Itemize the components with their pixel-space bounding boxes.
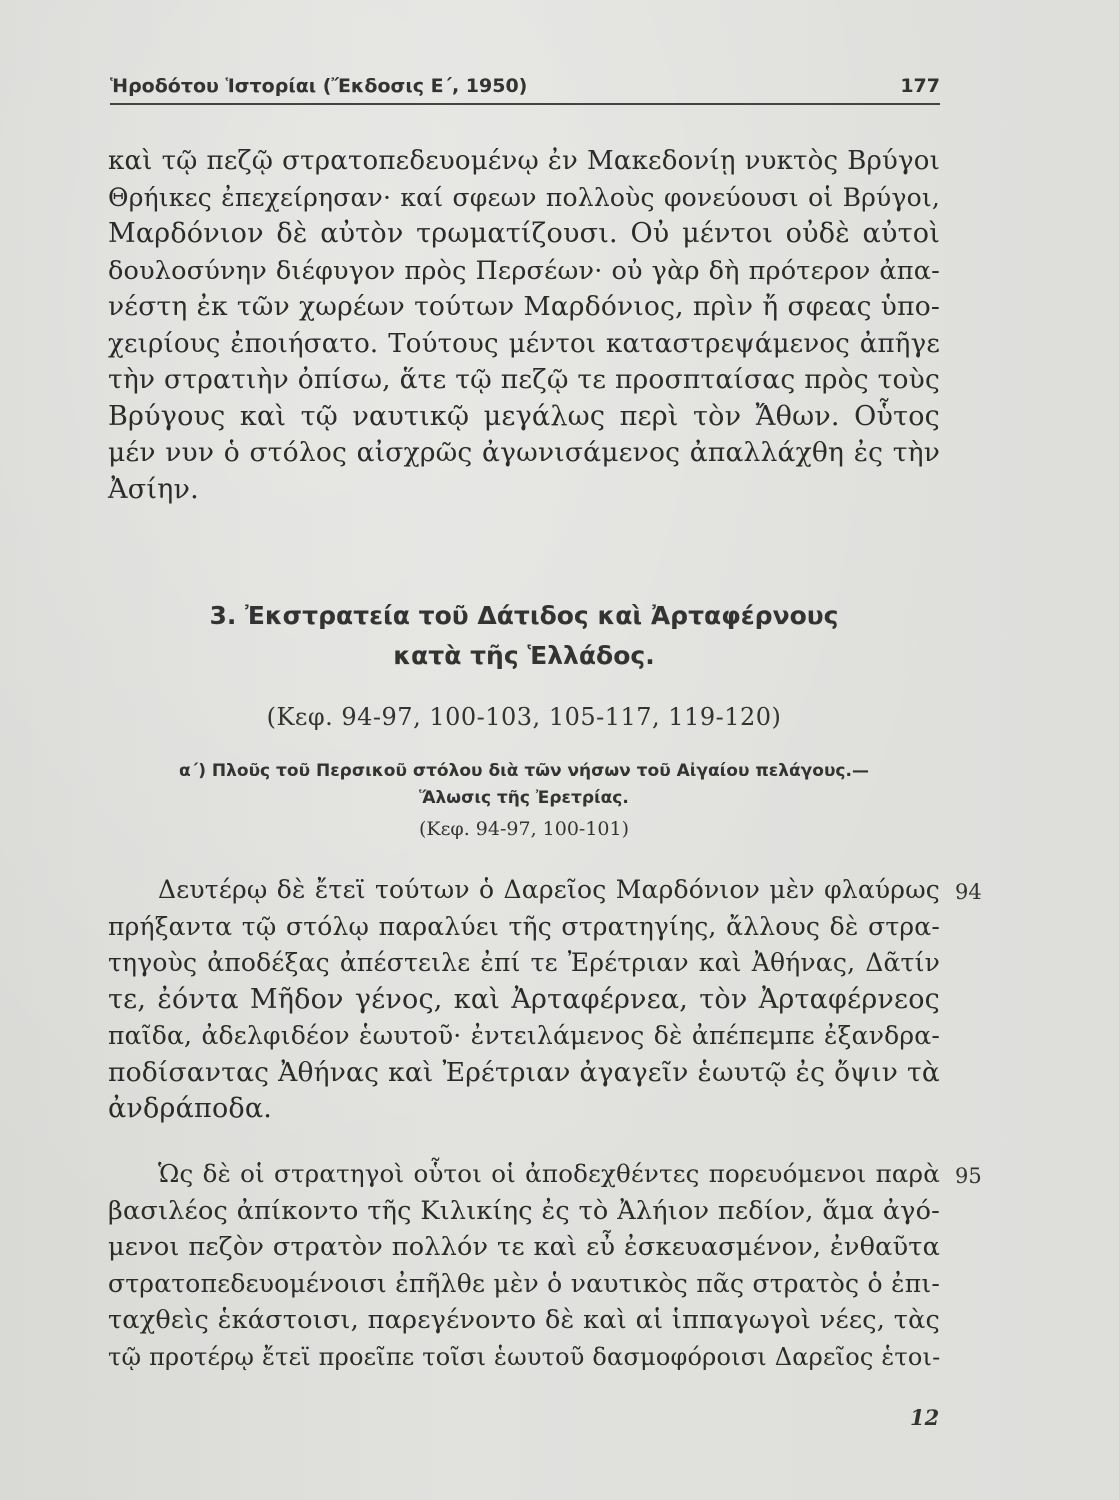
signature-mark: 12 <box>910 1405 940 1430</box>
section-chapter-range: (Κεφ. 94-97, 100-103, 105-117, 119-120) <box>266 703 782 731</box>
running-header <box>110 75 940 105</box>
text-line: παῖδα, ἀδελφιδέον ἑωυτοῦ· ἐντειλάμενος δὲ ἀπέπεμπε ἐξανδρα- <box>108 1021 940 1050</box>
paragraph-1 <box>108 143 940 508</box>
text-line: τηγοὺς ἀποδέξας ἀπέστειλε ἐπί τε Ἐρέτριαν καὶ Ἀθήνας, Δᾶτίν <box>108 948 940 977</box>
subsection-title-line-2: Ἅλωσις τῆς Ἐρετρίας. <box>419 788 629 808</box>
text-line: μενοι πεζὸν στρατὸν πολλόν τε καὶ εὖ ἐσκευασμένον, ἐνθαῦτα <box>108 1232 940 1262</box>
section-title <box>108 596 940 676</box>
text-line: μέν νυν ὁ στόλος αἰσχρῶς ἀγωνισάμενος ἀπαλλάχθη ἐς τὴν <box>108 437 940 468</box>
text-line: ταχθεὶς ἑκάστοισι, παρεγένοντο δὲ καὶ αἱ ἱππαγωγοὶ νέες, τὰς <box>108 1305 940 1335</box>
text-line: νέστη ἐκ τῶν χωρέων τούτων Μαρδόνιος, πρὶν ἤ σφεας ὑπο- <box>108 291 940 322</box>
text-line: ποδίσαντας Ἀθήνας καὶ Ἐρέτριαν ἀγαγεῖν ἑωυτῷ ἐς ὄψιν τὰ <box>108 1056 940 1088</box>
page-number: 177 <box>900 75 940 97</box>
text-line: τε, ἐόντα Μῆδον γένος, καὶ Ἀρταφέρνεα, τὸν Ἀρταφέρνεος <box>108 983 940 1015</box>
text-line: βασιλέος ἀπίκοντο τῆς Κιλικίης ἐς τὸ Ἀλήιον πεδίον, ἅμα ἀγό- <box>108 1195 940 1226</box>
text-line: χειρίους ἐποιήσατο. Τούτους μέντοι καταστρεψάμενος ἀπῆγε <box>108 328 940 359</box>
header-title: Ἡροδότου Ἱστορίαι (Ἔκδοσις Ε΄, 1950) <box>110 75 528 97</box>
subsection-title <box>108 758 940 812</box>
margin-chapter-number: 94 <box>955 880 982 904</box>
text-line: πρήξαντα τῷ στόλῳ παραλύει τῆς στρατηγίης, ἄλλους δὲ στρα- <box>108 911 940 941</box>
text-line: δουλοσύνην διέφυγον πρὸς Περσέων· οὐ γὰρ δὴ πρότερον ἀπα- <box>108 255 940 286</box>
paragraph-2 <box>108 872 940 1128</box>
text-line: ἀνδράποδα. <box>108 1093 273 1124</box>
text-line: Βρύγους καὶ τῷ ναυτικῷ μεγάλως περὶ τὸν Ἄθων. Οὗτος <box>108 400 940 432</box>
text-line: Ὡς δὲ οἱ στρατηγοὶ οὗτοι οἱ ἀποδεχθέντες πορευόμενοι παρὰ <box>158 1159 940 1188</box>
text-line: Δευτέρῳ δὲ ἔτεϊ τούτων ὁ Δαρεῖος Μαρδόνιον μὲν φλαύρως <box>158 875 940 904</box>
text-line: τὴν στρατιὴν ὀπίσω, ἅτε τῷ πεζῷ τε προσπταίσας πρὸς τοὺς <box>108 364 940 395</box>
text-line: Ἀσίην. <box>108 473 199 505</box>
paragraph-3 <box>108 1156 940 1375</box>
section-title-line-2: κατὰ τῆς Ἑλλάδος. <box>393 641 655 670</box>
subsection-title-line-1: α΄) Πλοῦς τοῦ Περσικοῦ στόλου διὰ τῶν νήσων τοῦ Αἰγαίου πελάγους.— <box>179 761 869 781</box>
margin-chapter-number: 95 <box>955 1164 982 1188</box>
subsection-chapter-range: (Κεφ. 94-97, 100-101) <box>418 818 630 840</box>
text-line: καὶ τῷ πεζῷ στρατοπεδευομένῳ ἐν Μακεδονίῃ νυκτὸς Βρύγοι <box>108 146 940 176</box>
text-line: Μαρδόνιον δὲ αὐτὸν τρωματίζουσι. Οὐ μέντοι οὐδὲ αὐτοὶ <box>108 218 940 249</box>
text-line: Θρήικες ἐπεχείρησαν· καί σφεων πολλοὺς φονεύουσι οἱ Βρύγοι, <box>108 182 940 212</box>
text-line: τῷ προτέρῳ ἔτεϊ προεῖπε τοῖσι ἑωυτοῦ δασμοφόροισι Δαρεῖος ἑτοι- <box>108 1342 941 1371</box>
text-line: στρατοπεδευομένοισι ἐπῆλθε μὲν ὁ ναυτικὸς πᾶς στρατὸς ὁ ἐπι- <box>108 1268 940 1298</box>
section-title-line-1: 3. Ἐκστρατεία τοῦ Δάτιδος καὶ Ἀρταφέρνους <box>209 601 839 630</box>
